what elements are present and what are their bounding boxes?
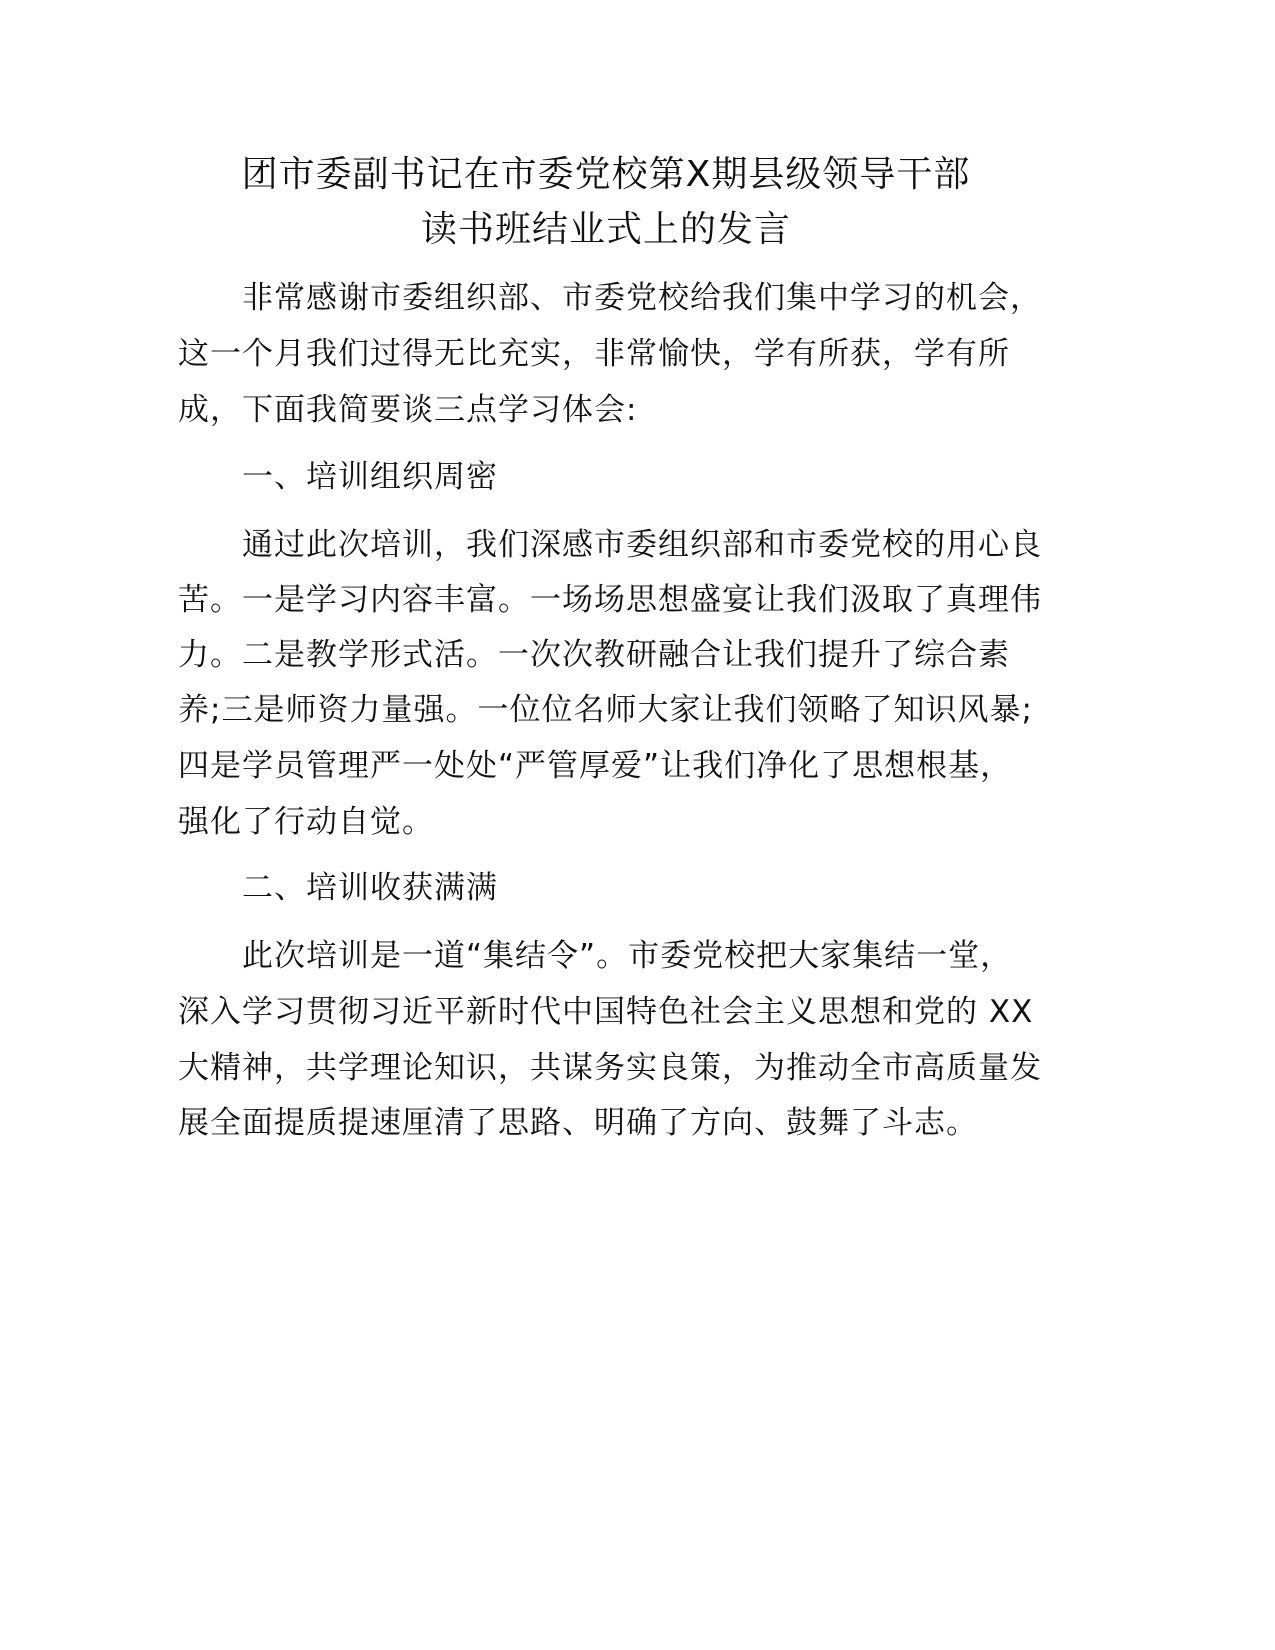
- paragraph-line: 力。二是教学形式活。一次次教研融合让我们提升了综合素: [178, 637, 1010, 673]
- paragraph-line: 养;三是师资力量强。一位位名师大家让我们领略了知识风暴;: [178, 692, 1033, 728]
- document-title-line-2: 读书班结业式上的发言: [420, 209, 791, 250]
- document-title-line-1: 团市委副书记在市委党校第Ⅹ期县级领导干部: [241, 154, 971, 195]
- section-heading-2: 二、培训收获满满: [242, 870, 498, 906]
- paragraph-line: 此次培训是一道“集结令”。市委党校把大家集结一堂，: [242, 938, 1013, 974]
- intro-line: 成，下面我简要谈三点学习体会:: [178, 392, 638, 428]
- section-heading-1: 一、培训组织周密: [242, 459, 498, 495]
- paragraph-line: 通过此次培训，我们深感市委组织部和市委党校的用心良: [242, 527, 1042, 563]
- intro-line: 这一个月我们过得无比充实，非常愉快，学有所获，学有所: [178, 336, 1010, 372]
- paragraph-line: 展全面提质提速厘清了思路、明确了方向、鼓舞了斗志。: [178, 1105, 978, 1141]
- paragraph-line: 四是学员管理严一处处“严管厚爱”让我们净化了思想根基，: [178, 748, 1013, 784]
- intro-line: 非常感谢市委组织部、市委党校给我们集中学习的机会，: [242, 280, 1042, 316]
- paragraph-line: 强化了行动自觉。: [178, 804, 434, 840]
- paragraph-line: 大精神，共学理论知识，共谋务实良策，为推动全市高质量发: [178, 1050, 1042, 1086]
- paragraph-line: 苦。一是学习内容丰富。一场场思想盛宴让我们汲取了真理伟: [178, 582, 1042, 618]
- paragraph-line: 深入学习贯彻习近平新时代中国特色社会主义思想和党的 XX: [178, 994, 1034, 1030]
